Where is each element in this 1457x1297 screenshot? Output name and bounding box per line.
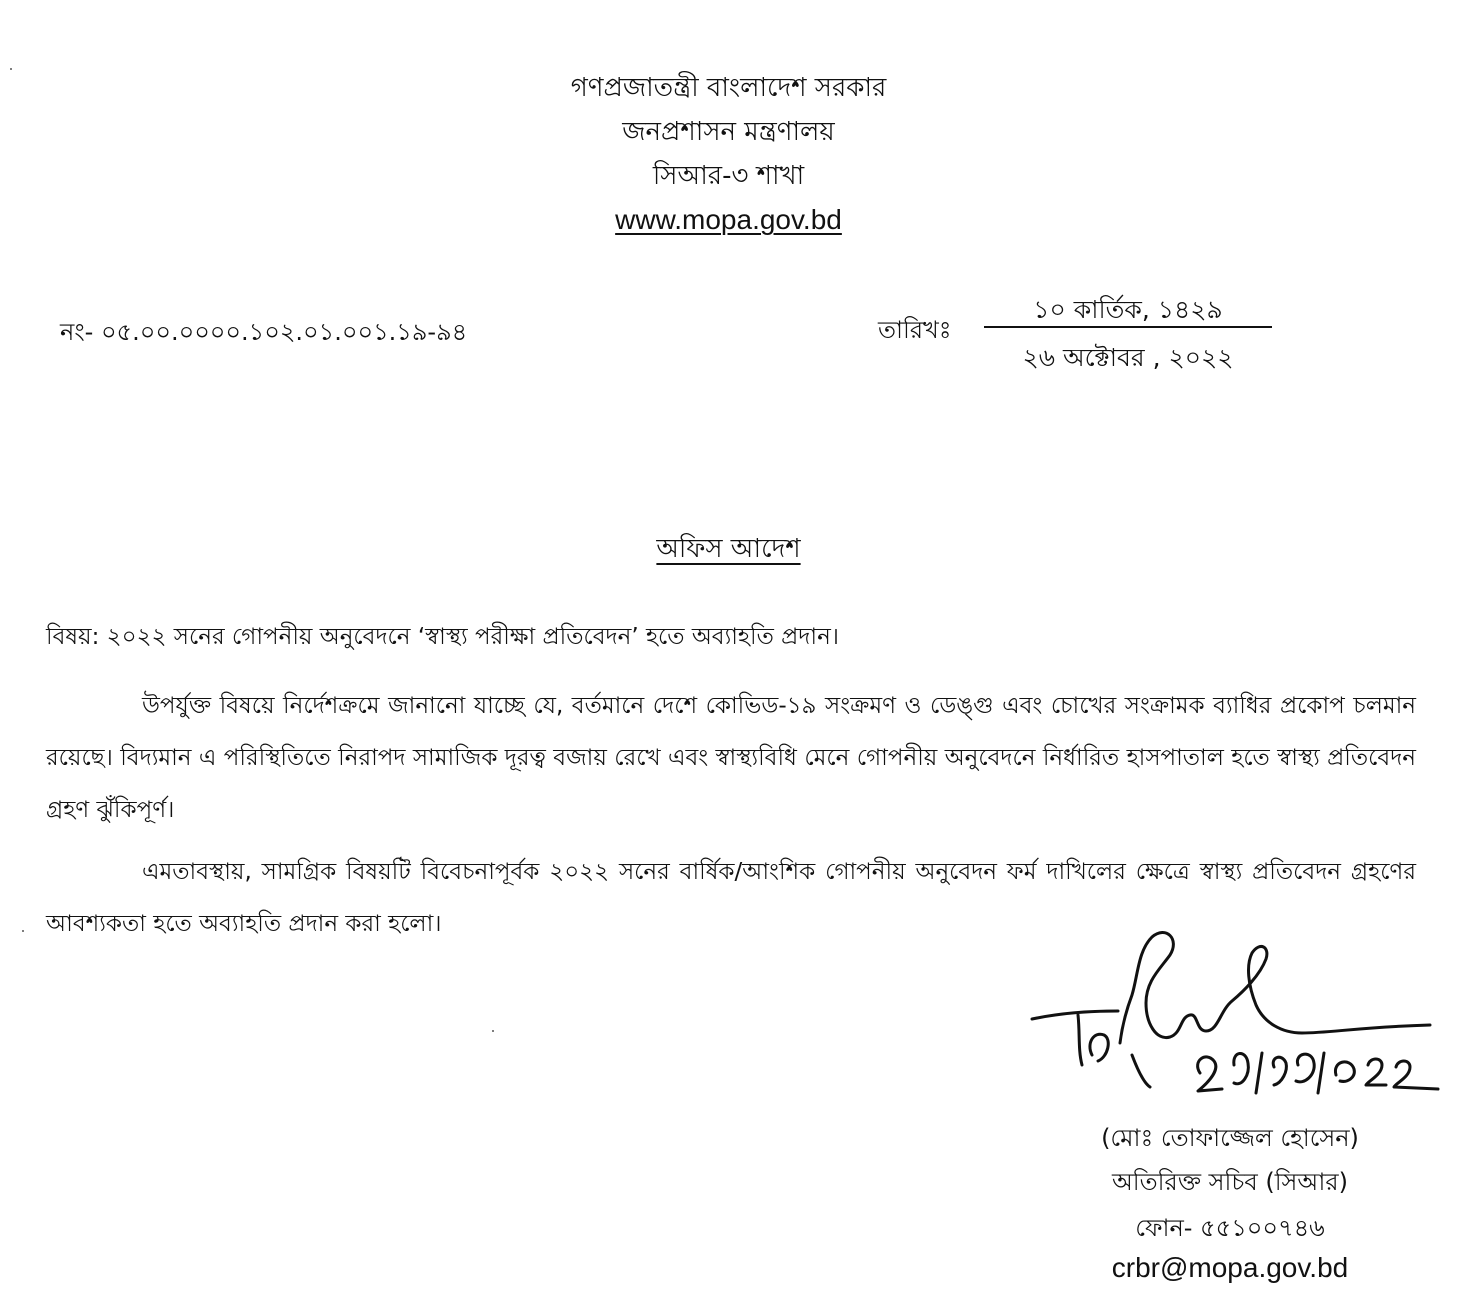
subject-line: বিষয়: ২০২২ সনের গোপনীয় অনুবেদনে ‘স্বাস্থ্য পরীক্ষা প্রতিবেদন’ হতে অব্যাহতি প্রদান। [46,624,840,650]
signatory-designation: অতিরিক্ত সচিব (সিআর) [1112,1168,1348,1196]
signatory-email[interactable]: crbr@mopa.gov.bd [1111,1252,1349,1283]
date-label: তারিখঃ [878,316,952,344]
date-divider [984,326,1272,328]
order-title: অফিস আদেশ [656,534,801,564]
order-title-row [0,528,1457,572]
memo-number: নং- ০৫.০০.০০০০.১০২.০১.০০১.১৯-৯৪ [60,318,468,346]
scan-speck [10,68,12,70]
govt-name: গণপ্রজাতন্ত্রী বাংলাদেশ সরকার [570,73,887,103]
handwritten-signature [1020,915,1440,1115]
date-gregorian: ২৬ অক্টোবর , ২০২২ [1022,343,1234,372]
signatory-phone: ফোন- ৫৫১০০৭৪৬ [1135,1214,1325,1242]
body-paragraph-1: উপর্যুক্ত বিষয়ে নির্দেশক্রমে জানানো যাচ্ছে যে, বর্তমানে দেশে কোভিড-১৯ সংক্রমণ ও ডেঙ্গু এবং চোখের সংক্রামক ব্যাধির প্রকোপ চলমান রয়েছে। বিদ্যমান এ পরিস্থিতিতে নিরাপদ সামাজিক দূরত্ব বজায় রেখে এবং স্বাস্থ্যবিধি মেনে গোপনীয় অনুবেদনে নির্ধারিত হাসপাতাল হতে স্বাস্থ্য প্রতিবেদন গ্রহণ ঝুঁকিপূর্ণ। [46,693,1417,823]
scan-speck [492,1030,494,1032]
website-row [0,204,1457,237]
ministry-name: জনপ্রশাসন মন্ত্রণালয় [622,117,835,147]
date-bangla: ১০ কার্তিক, ১৪২৯ [1033,295,1223,324]
branch-name: সিআর-৩ শাখা [652,161,805,191]
scan-speck [22,930,24,932]
signatory-name: (মোঃ তোফাজ্জেল হোসেন) [1101,1124,1359,1152]
website-link[interactable]: www.mopa.gov.bd [615,204,842,235]
body-paragraph-2: এমতাবস্থায়, সামগ্রিক বিষয়টি বিবেচনাপূর্বক ২০২২ সনের বার্ষিক/আংশিক গোপনীয় অনুবেদন ফর্ম দাখিলের ক্ষেত্রে স্বাস্থ্য প্রতিবেদন গ্রহণের আবশ্যকতা হতে অব্যাহতি প্রদান করা হলো। [46,859,1416,937]
